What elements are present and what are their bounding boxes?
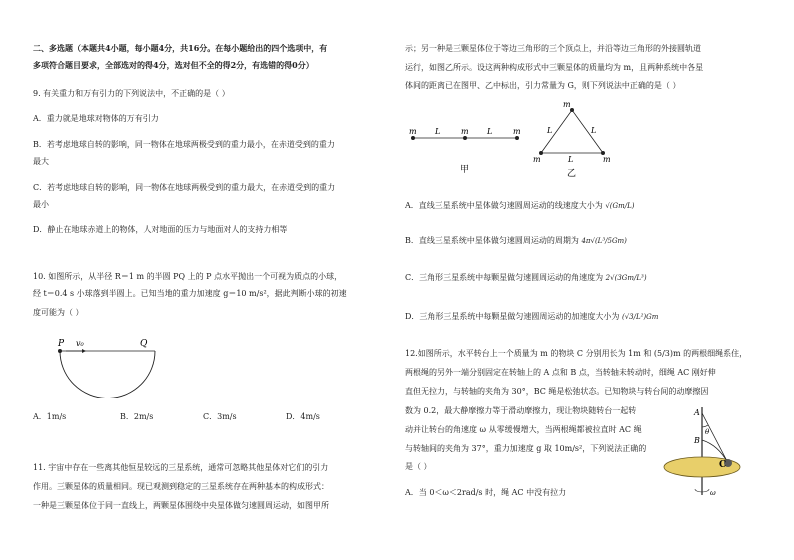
q12-option-a: A．当 0＜ω＜2rad/s 时，绳 AC 中没有拉力 [405,488,567,497]
star-right [515,136,519,140]
label-l-right: L [487,127,493,136]
turntable-figure [660,405,750,500]
q9-option-a: A．重力就是地球对物体的万有引力 [33,114,159,123]
q10-option-c: C．3m/s [203,412,237,421]
linear-three-star-figure [405,120,535,180]
label-l-left-side: L [547,126,553,135]
star-left [411,136,415,140]
q11-stem-line-5: 运行，如图乙所示。设这两种构成形式中三颗星体的质量均为 m，且两种系统中各星 [405,63,704,72]
q9-option-d: D．静止在地球赤道上的物体，人对地面的压力与地面对人的支持力相等 [33,225,288,234]
label-c: C [719,460,727,470]
q12-stem-line-4: 数为 0.2，最大静摩擦力等于滑动摩擦力，现让物块随转台一起转 [405,406,637,415]
label-l-right-side: L [591,126,597,135]
section-heading-line-2: 多项符合题目要求，全部选对的得4分，选对但不全的得2分，有选错的得0分） [33,60,314,70]
q12-stem-line-7: 是（ ） [405,462,432,471]
q11-option-a-text: A．直线三星系统中星体做匀速圆周运动的线速度大小为 [405,201,603,210]
star-center [463,136,467,140]
q11-option-a [405,200,635,212]
ball-dot [58,349,62,353]
q9-option-b-line-2: 最大 [33,157,49,166]
q11-option-d-text: D．三角形三星系统中每颗星做匀速圆周运动的加速度大小为 [405,312,620,321]
q10-option-b: B．2m/s [120,412,154,421]
q10-stem-line-2: 经 t＝0.4 s 小球落到半圆上。已知当地的重力加速度 g＝10 m/s²，据此判断小球的初速 [33,289,347,298]
label-b: B [694,436,700,445]
q12-stem-line-3: 直但无拉力，与转轴的夹角为 30°，BC 绳是松弛状态。已知物块与转台间的动摩擦因 [405,387,709,396]
theta-arc [702,425,708,427]
q11-option-d [405,311,658,323]
q11-stem-line-1: 11. 宇宙中存在一些离其他恒星较远的三星系统，通常可忽略其他星体对它们的引力 [33,463,329,472]
label-m-top: m [563,100,571,109]
label-l-left: L [435,127,441,136]
q9-option-c-line-1: C．若考虑地球自转的影响，同一物体在地球两极受到的重力最大，在赤道受到的重力 [33,183,336,192]
rope-ac [702,413,728,463]
star-top [570,108,574,112]
label-theta: θ [705,428,710,436]
q11-option-d-formula: (√3/L²)Gm [621,313,659,321]
q11-stem-line-2: 作用。三颗星体的质量相同。现已观测到稳定的三星系统存在两种基本的构成形式： [33,482,329,491]
label-m-bottom-left: m [533,155,541,164]
q12-stem-line-6: 与转轴间的夹角为 37°，重力加速度 g 取 10m/s²，下列说法正确的 [405,444,647,453]
semicircle-arc [60,351,155,398]
section-heading-line-1: 二、多选题（本题共4小题，每小题4分，共16分。在每小题给出的四个选项中，有 [33,43,328,53]
velocity-arrowhead [82,349,86,353]
label-m-bottom-right: m [603,155,611,164]
label-p: P [58,339,65,349]
q10-option-a: A．1m/s [33,412,67,421]
label-omega: ω [710,489,716,497]
q12-stem-line-1: 12.如图所示，水平转台上一个质量为 m 的物块 C 分别用长为 1m 和 (5/3)m 的两根细绳系住， [405,349,748,358]
q12-stem-line-2: 两根绳的另外一端分别固定在转轴上的 A 点和 B 点，当转轴未转动时，细绳 AC 刚好伸 [405,368,716,377]
q11-option-c [405,272,647,284]
caption-jia: 甲 [460,165,470,175]
q11-stem-line-3: 一种是三颗星体位于同一直线上，两颗星体围绕中央星体做匀速圆周运动，如图甲所 [33,501,329,510]
triangle-three-star-figure [527,98,617,180]
q11-option-b-formula: 4π√(L³/5Gm) [581,237,627,245]
label-m-right: m [513,127,521,136]
q11-option-b-text: B．直线三星系统中星体做匀速圆周运动的周期为 [405,236,579,245]
label-m-center: m [461,127,469,136]
q11-stem-line-6: 体间的距离已在图甲、乙中标出，引力常量为 G，则下列说法中正确的是（ ） [405,81,681,90]
q11-stem-line-4: 示；另一种是三颗星体位于等边三角形的三个顶点上，并沿等边三角形的外接圆轨道 [405,44,701,53]
q11-option-a-formula: √(Gm/L) [605,202,635,210]
label-m-left: m [409,127,417,136]
q11-option-b [405,235,627,247]
q10-option-d: D．4m/s [286,412,320,421]
q12-stem-line-5: 动并让转台的角速度 ω 从零缓慢增大，当两根绳都被拉直时 AC 绳 [405,425,642,434]
q10-stem-line-3: 度可能为（ ） [33,308,84,317]
caption-yi: 乙 [567,169,577,179]
q11-option-c-text: C．三角形三星系统中每颗星做匀速圆周运动的角速度为 [405,273,604,282]
right-column [397,0,794,560]
q9-option-c-line-2: 最小 [33,200,49,209]
label-v0: v₀ [76,339,84,348]
semicircle-figure [40,336,180,398]
q10-stem-line-1: 10. 如图所示，从半径 R＝1 m 的半圆 PQ 上的 P 点水平抛出一个可视为质点的小球， [33,272,343,281]
q9-option-b-line-1: B．若考虑地球自转的影响，同一物体在地球两极受到的重力最小，在赤道受到的重力 [33,140,335,149]
label-a: A [694,408,700,417]
label-l-bottom: L [568,155,574,164]
label-q: Q [140,339,148,349]
q11-option-c-formula: 2√(3Gm/L³) [605,274,647,282]
q9-stem: 9. 有关重力和万有引力的下列说法中，不正确的是（ ） [33,89,230,98]
